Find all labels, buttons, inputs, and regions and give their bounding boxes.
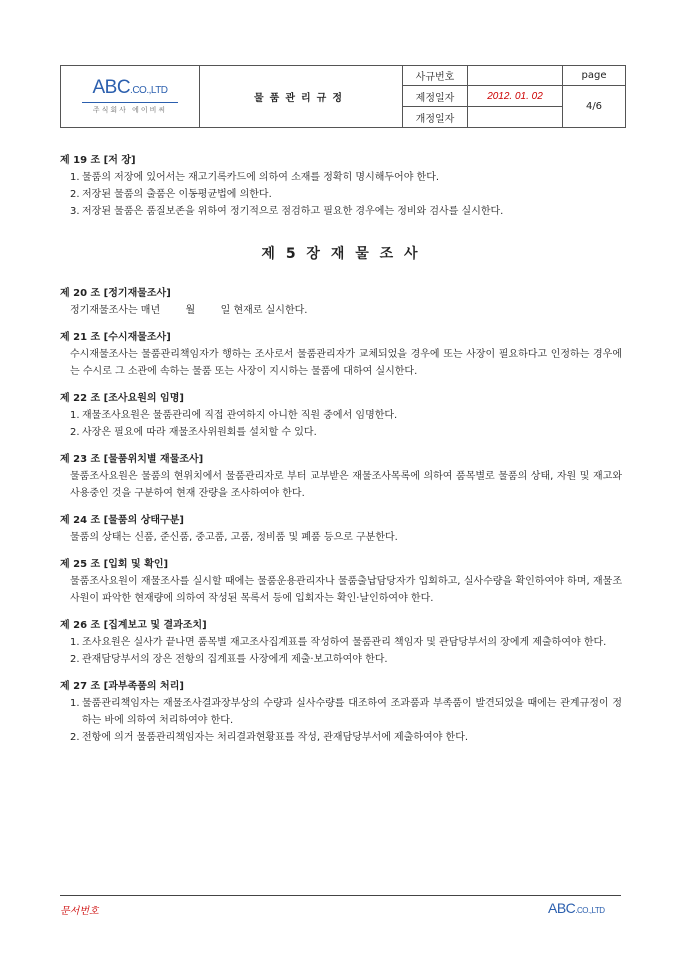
- article-title: 제 20 조 [정기재물조사]: [60, 288, 171, 299]
- list-item: 2. 관재담당부서의 장은 전항의 집계표를 사장에게 제출·보고하여야 한다.: [70, 654, 388, 665]
- footer-divider: [60, 895, 621, 896]
- list-item: 2. 전항에 의거 물품관리책임자는 처리결과현황표를 작성, 관재담당부서에 제출하여야 한다.: [70, 732, 469, 743]
- article-title: 제 26 조 [집계보고 및 결과조치]: [60, 620, 207, 631]
- page-label: page: [563, 66, 626, 86]
- article-body: 물품조사요원이 재물조사를 실시할 때에는 물품운용관리자나 물품출납담당자가 입회하고, 실사수량을 확인하여야 하며, 재물조사원이 파악한 현재량에 의하여 작성된 목록서 등에 입회자는 확인·날인하여야 한다.: [70, 576, 622, 604]
- article-body: 정기재물조사는 매년 월 일 현재로 실시한다.: [70, 305, 308, 316]
- article-26: [60, 617, 622, 668]
- article-23: [60, 451, 622, 502]
- article-body: 물품의 상태는 신품, 준신품, 중고품, 고품, 정비품 및 폐품 등으로 구분한다.: [70, 532, 398, 543]
- footer-logo: ABC.CO.,LTD: [548, 900, 605, 916]
- company-logo: ABC.CO.,LTD 주식회사 에이비씨: [61, 66, 200, 128]
- article-title: 제 21 조 [수시재물조사]: [60, 332, 171, 343]
- doc-no-value: [468, 66, 563, 86]
- footer-doc-number-label: 문서번호: [60, 906, 99, 917]
- article-title: 제 23 조 [물품위치별 재물조사]: [60, 454, 204, 465]
- article-24: [60, 512, 622, 546]
- article-27: [60, 678, 622, 746]
- document-header: [60, 65, 626, 128]
- article-title: 제 22 조 [조사요원의 임명]: [60, 393, 184, 404]
- chapter-heading: 제 5 장 재 물 조 사: [261, 246, 421, 262]
- article-body: 물품조사요원은 물품의 현위치에서 물품관리자로 부터 교부받은 재물조사목록에 의하여 품목별로 물품의 상태, 자원 및 재고와 사용중인 것을 구분하여 현재 잔량을 조사하여야 한다.: [70, 471, 622, 499]
- document-title: 물품관리규정: [200, 66, 403, 128]
- article-25: [60, 556, 622, 607]
- doc-no-label: 사규번호: [403, 66, 468, 86]
- established-label: 제정일자: [403, 86, 468, 107]
- article-title: 제 19 조 [저 장]: [60, 155, 136, 166]
- article-title: 제 24 조 [물품의 상태구분]: [60, 515, 184, 526]
- established-date: 2012. 01. 02: [468, 86, 563, 107]
- article-22: [60, 390, 622, 441]
- article-title: 제 25 조 [입회 및 확인]: [60, 559, 169, 570]
- list-item: 2. 사장은 필요에 따라 재물조사위원회를 설치할 수 있다.: [70, 427, 317, 438]
- article-title: 제 27 조 [과부족품의 처리]: [60, 681, 184, 692]
- article-19: [60, 152, 622, 220]
- list-item: 2. 저장된 물품의 출품은 이동평균법에 의한다.: [70, 189, 272, 200]
- list-item: 1. 물품의 저장에 있어서는 재고기록카드에 의하여 소재를 정확히 명시해두어야 한다.: [70, 172, 440, 183]
- revised-label: 개정일자: [403, 107, 468, 128]
- list-item: 1. 재물조사요원은 물품관리에 직접 관여하지 아니한 직원 중에서 임명한다.: [70, 410, 398, 421]
- article-21: [60, 329, 622, 380]
- list-item: 1. 조사요원은 실사가 끝나면 품목별 재고조사집계표를 작성하여 물품관리 책임자 및 관담당부서의 장에게 제출하여야 한다.: [70, 637, 607, 648]
- article-20: [60, 285, 622, 319]
- document-body: [60, 152, 622, 756]
- list-item: 3. 저장된 물품은 품질보존을 위하여 정기적으로 점검하고 필요한 경우에는 정비와 검사를 실시한다.: [70, 206, 504, 217]
- revised-date: [468, 107, 563, 128]
- article-body: 수시재물조사는 물품관리책임자가 행하는 조사로서 물품관리자가 교체되었을 경우에 또는 사장이 필요하다고 인정하는 경우에는 수시로 그 소관에 속하는 물품 또는 사장이 지시하는 물품에 대하여 실시한다.: [70, 349, 622, 377]
- list-item: 1. 물품관리책임자는 재물조사결과장부상의 수량과 실사수량를 대조하여 조과품과 부족품이 발견되었을 때에는 관계규정이 정하는 바에 의하여 처리하여야 한다.: [70, 698, 622, 726]
- page-number: 4/6: [563, 86, 626, 128]
